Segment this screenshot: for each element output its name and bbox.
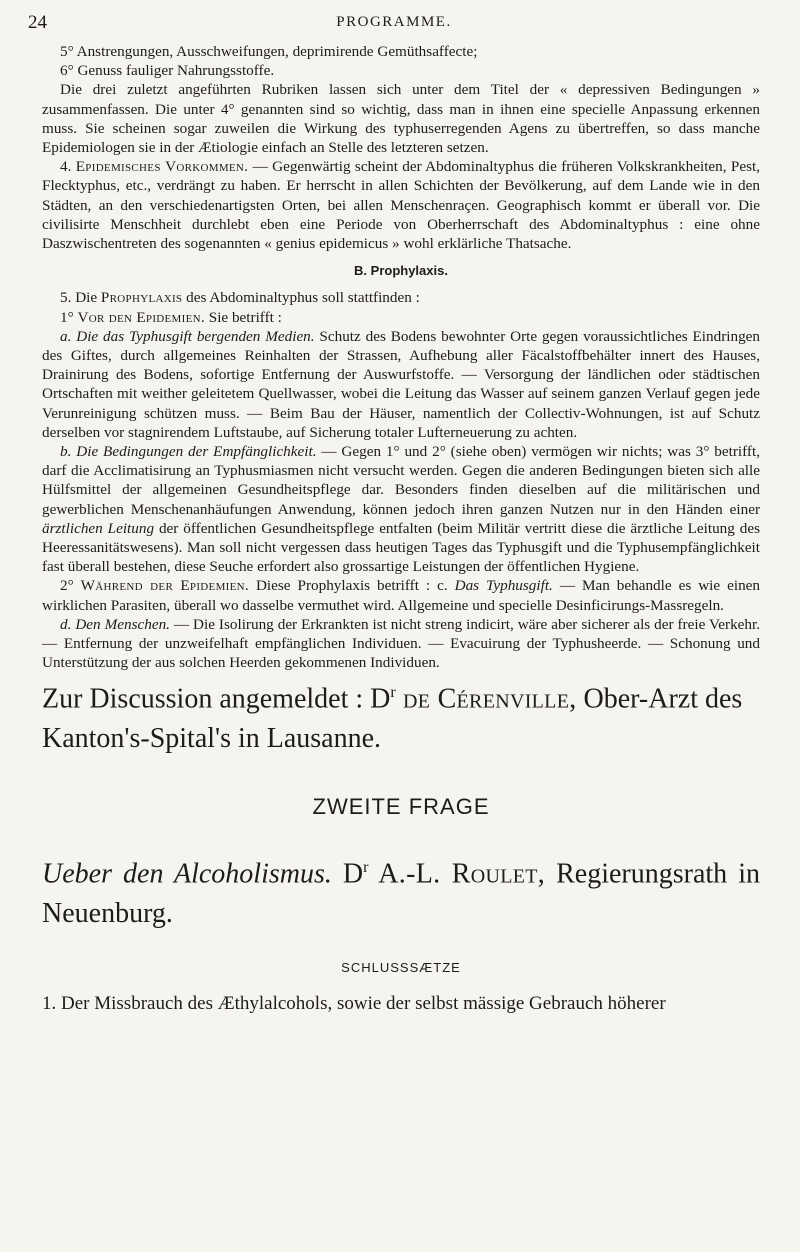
topic-title: Ueber den Alcoholismus.	[42, 858, 332, 890]
paragraph: 6° Genuss fauliger Nahrungsstoffe.	[60, 62, 275, 80]
section-number: 5. Die	[60, 289, 101, 307]
item-b-paragraph	[42, 442, 760, 576]
section-text: — Gegenwärtig scheint der Abdominaltyphus die früheren Volkskrankheiten, Pest, Flecktyphus, etc., verdrängt zu haben. Er herrscht in allen Schichten der Bevölkerung, auf dem Lande wie in den Städten, an den verschiedenartigsten Orten, bei allen Menschenraçen. Geographisch kommt er überall vor. Die civilisirte Menschheit durchlebt eben eine Periode von Oberherrschaft des Abdominaltyphus : eine ohne Daszwischentreten des sogenannten « genius epidemicus » wohl erklärliche Thatsache.	[42, 158, 760, 253]
subsection-title: Vor den Epidemien.	[77, 308, 205, 326]
subsection-text: Sie betrifft :	[204, 308, 282, 326]
subsection-title: Während der Epidemien.	[80, 577, 249, 595]
item-emphasis: Das Typhusgift.	[454, 577, 553, 595]
title-superscript: r	[390, 683, 396, 701]
subsection-text: Diese Prophylaxis betrifft : c.	[248, 577, 455, 595]
section-4-paragraph	[42, 157, 760, 253]
item-text: Schutz des Bodens bewohnter Orte gegen voraussichtliches Eindringen des Giftes, durch allgemeines Reinhalten der Strassen, Aufhebung aller Fäcalstoffbehälter innert des Hauses, Drainirung des Bodens, sofortige Entfernung der Auswurfstoffe. — Versorgung der ländlichen oder städtischen Ortschaften mit weither geleitetem Quellwasser, wobei die Leitung das Wasser auf seinem ganzen Verlauf gegen jede Verunreinigung schützen muss. — Beim Bau der Häuser, namentlich der Collectiv-Wohnungen, ist auf Schutz derselben vor stagnirendem Luftstaube, auf Sicherung totaler Lufterneuerung zu achten.	[42, 327, 761, 441]
speaker-affiliation: Regierungsrath in Neuenburg.	[42, 858, 760, 930]
page-header	[28, 12, 760, 36]
item-text: der öffentlichen Gesundheitspflege entfalten (beim Militär vertritt diese die ärztliche Leitung des Heeressanitätswesens). Man soll nicht vergessen dass heutigen Tages das Typhusgift und die Typhusempfänglichkeit fast überall bestehen, diese Seuche erfordert also grossartige Leistungen der öffentlichen Hygiene.	[42, 519, 760, 576]
section-heading-prophylaxis: B. Prophylaxis.	[354, 263, 448, 279]
section-title: Epidemisches Vorkommen.	[75, 158, 249, 176]
running-head: PROGRAMME.	[336, 14, 452, 30]
subsection-2-paragraph	[42, 576, 760, 614]
section-text: des Abdominaltyphus soll stattfinden :	[182, 289, 420, 307]
item-text: — Gegen 1° und 2° (siehe oben) vermögen wir nichts; was 3° betrifft, darf die Acclimatisirung an Typhusmiasmen nicht versucht werden. Gegen die anderen Bedingungen bieten sich alle Hülfsmittel der allgemeinen Gesundheitspflege dar. Besonders finden dieselben auf die militärischen und gewerblichen Menschenanhäufungen Anwendung, können jedoch ihren ganzen Nutzen nur in den Händen einer	[42, 443, 760, 518]
question-topic	[42, 848, 760, 934]
speaker-name: A.-L. Roulet,	[368, 858, 546, 890]
conclusions-heading: SCHLUSSSÆTZE	[341, 960, 461, 976]
item-a-paragraph	[42, 327, 760, 442]
item-label: b. Die Bedingungen der Empfänglichkeit.	[60, 443, 317, 461]
speaker-affiliation: Ober-Arzt des Kanton's-Spital's in Lausanne.	[42, 682, 743, 754]
item-label: d. Den Menschen.	[60, 615, 170, 633]
section-title: Prophylaxis	[100, 289, 183, 307]
title-superscript: r	[363, 859, 369, 877]
topic-lead: D	[331, 858, 364, 890]
paragraph: Die drei zuletzt angeführten Rubriken lassen sich unter dem Titel der « depressiven Bedingungen » zusammenfassen. Die unter 4° genannten sind so wichtig, dass man in ihnen eine specielle Anpassung erkennen muss. Sie scheinen sogar zuweilen die Wirkung des typhuserregenden Agens zu übertreffen, so dass manche Epidemiologen sie in der Ætiologie einfach an Stelle des letzteren setzen.	[42, 81, 760, 157]
paragraph: 5° Anstrengungen, Ausschweifungen, deprimirende Gemüthsaffecte;	[60, 43, 478, 60]
subsection-number: 2°	[60, 577, 81, 595]
speaker-name: de Cérenville,	[395, 682, 577, 714]
conclusion-item: 1. Der Missbrauch des Æthylalcohols, sowie der selbst mässige Gebrauch höherer	[42, 992, 666, 1014]
subsection-1-paragraph	[42, 308, 760, 327]
page-body	[42, 42, 760, 1016]
discussion-lead: Zur Discussion angemeldet : D	[42, 682, 391, 714]
item-label: a. Die das Typhusgift bergenden Medien.	[60, 327, 315, 345]
item-text: — Die Isolirung der Erkrankten ist nicht streng indicirt, wäre aber sicherer als der freie Verkehr. — Entfernung der unzweifelhaft empfänglichen Individuen. — Evacuirung der Typhusheerde. — Schonung und Unterstützung der aus solchen Heerden gekommenen Individuen.	[42, 615, 761, 672]
subsection-number: 1°	[60, 308, 78, 326]
item-d-paragraph	[42, 615, 760, 673]
section-5-paragraph	[42, 288, 760, 307]
question-heading: ZWEITE FRAGE	[312, 793, 490, 819]
discussion-announcement	[42, 673, 760, 759]
section-number: 4.	[60, 158, 76, 176]
page-number: 24	[28, 12, 47, 33]
subsection-text: — Man behandle es wie einen wirklichen Parasiten, überall wo dasselbe vermuthet wird. Allgemeine und specielle Desinficirungs-Massregeln.	[42, 577, 760, 614]
item-emphasis: ärztlichen Leitung	[42, 519, 155, 537]
